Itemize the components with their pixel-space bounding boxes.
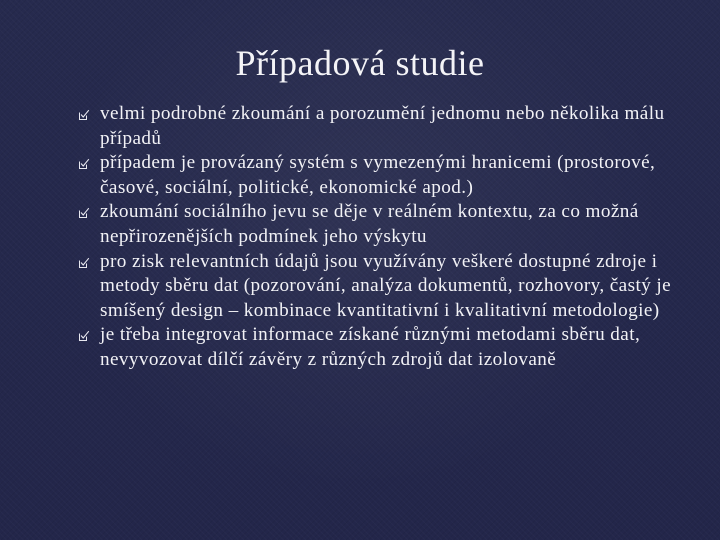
bullet-item bbox=[78, 200, 678, 249]
bullet-list bbox=[78, 102, 678, 373]
bullet-text: je třeba integrovat informace získané různými metodami sběru dat, nevyvozovat dílčí závěry z různých zdrojů dat izolovaně bbox=[100, 324, 641, 370]
slide-content bbox=[78, 102, 678, 373]
bullet-item bbox=[78, 151, 678, 200]
bullet-text: případem je provázaný systém s vymezenými hranicemi (prostorové, časové, sociální, politické, ekonomické apod.) bbox=[100, 152, 656, 198]
bullet-text: pro zisk relevantních údajů jsou využívány veškeré dostupné zdroje i metody sběru dat (pozorování, analýza dokumentů, rozhovory, častý je smíšený design – kombinace kvantitativní i kvalitativní metodologie) bbox=[100, 250, 672, 321]
checked-box-icon bbox=[78, 158, 90, 170]
checked-box-icon bbox=[78, 109, 90, 121]
bullet-item bbox=[78, 102, 678, 151]
slide-title: Případová studie bbox=[235, 43, 485, 83]
bullet-text: zkoumání sociálního jevu se děje v reálném kontextu, za co možná nepřirozenějších podmínek jeho výskytu bbox=[100, 201, 639, 247]
bullet-text: velmi podrobné zkoumání a porozumění jednomu nebo několika málu případů bbox=[100, 103, 665, 149]
checked-box-icon bbox=[78, 207, 90, 219]
bullet-item bbox=[78, 250, 678, 324]
checked-box-icon bbox=[78, 330, 90, 342]
checked-box-icon bbox=[78, 257, 90, 269]
bullet-item bbox=[78, 323, 678, 372]
